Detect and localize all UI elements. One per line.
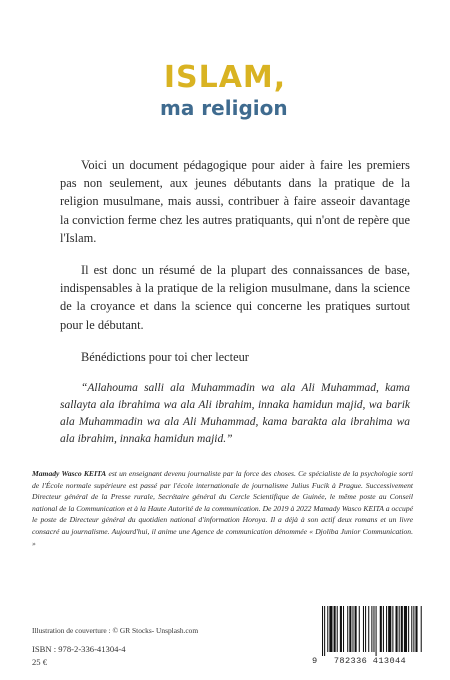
barcode-bar	[340, 606, 342, 652]
barcode-digits: 782336 413044	[333, 656, 407, 666]
barcode-bar	[415, 606, 417, 652]
summary-paragraph: Il est donc un résumé de la plupart des connaissances de base, indispensables à la pratique de la religion musulmane, dans la science de la croyance et dans la science qui concerne les pratiques surtout pour le débutant.	[60, 263, 410, 332]
prayer-quote: “Allahouma salli ala Muhammadin wa ala Ali Muhammad, kama sallayta ala ibrahima wa ala Ali ibrahim, innaka hamidun majid, wa barik ala Muhammadin wa ala Ali Muhammad, kama barakta ala ibrahima wa ala ibrahim, innaka hamidun majid.”	[60, 382, 410, 446]
book-title: ISLAM,	[163, 60, 287, 95]
barcode-bar	[421, 606, 422, 652]
barcode-first-digit: 9	[312, 656, 318, 666]
barcode-bar	[368, 606, 369, 652]
barcode-bar	[349, 606, 351, 652]
barcode-bar	[399, 606, 400, 652]
barcode-bar	[386, 606, 387, 652]
author-bio-text: est un enseignant devenu journaliste par la force des choses. Ce spécialiste de la psychologie sorti de l'École normale supérieure est passé par l'école internationale de journalisme Julius Fucik à Prague. Successivement Directeur général de la Presse rurale, Secrétaire général du Cercle Scientifique de Guinée, le même poste au Conseil national de la Communication et à la Haute Autorité de la communication. De 2019 à 2022 Mamady Wasco KEITA a occupé le poste de Directeur général du quotidien national d'information Horoya. Il a déjà à son actif deux romans et un livre consacré au journalisme. Aujourd'hui, il anime une Agence de communication dénommée « Djoliba Junior Communication. »	[32, 469, 413, 548]
barcode-bars	[312, 604, 428, 656]
barcode-bar	[392, 606, 393, 652]
price-text: 25 €	[32, 657, 48, 667]
barcode-bar	[352, 606, 353, 652]
author-bio	[32, 468, 413, 549]
barcode-bar	[363, 606, 364, 652]
barcode-bar	[376, 606, 377, 656]
barcode-bar	[396, 606, 398, 652]
back-cover-text	[60, 156, 410, 462]
barcode-bar	[371, 606, 372, 652]
barcode-bar	[413, 606, 414, 652]
book-subtitle: ma religion	[160, 96, 288, 120]
barcode-bar	[322, 606, 323, 656]
barcode-bar	[388, 606, 391, 652]
barcode-bar	[365, 606, 366, 652]
cover-credit: Illustration de couverture : © GR Stocks- Unsplash.com	[32, 626, 199, 635]
isbn-text: ISBN : 978-2-336-41304-4	[32, 644, 126, 654]
barcode-bar	[359, 606, 360, 652]
barcode-bar	[373, 606, 374, 652]
barcode-bar	[329, 606, 332, 652]
intro-paragraph: Voici un document pédagogique pour aider à faire les premiers pas non seulement, aux jeunes débutants dans la pratique de la religion musulmane, mais aussi, contribuer à faire asseoir davantage la conviction ferme chez les autres pratiquants, qui n'ont de repère que l'Islam.	[60, 158, 410, 245]
barcode-bar	[383, 606, 384, 652]
barcode-bar	[324, 606, 325, 656]
barcode-bar	[327, 606, 328, 652]
barcode-bar	[380, 606, 382, 652]
barcode-bar	[337, 606, 338, 652]
blessing-line: Bénédictions pour toi cher lecteur	[81, 349, 249, 364]
barcode-bar	[401, 606, 403, 652]
author-name: Mamady Wasco KEITA	[32, 469, 107, 478]
barcode-bar	[404, 606, 407, 652]
barcode-bar	[411, 606, 412, 652]
barcode-bar	[408, 606, 409, 652]
barcode	[312, 604, 428, 667]
barcode-bar	[334, 606, 336, 652]
barcode-bar	[347, 606, 348, 652]
barcode-bar	[343, 606, 344, 652]
barcode-number	[312, 656, 428, 666]
barcode-bar	[355, 606, 357, 652]
